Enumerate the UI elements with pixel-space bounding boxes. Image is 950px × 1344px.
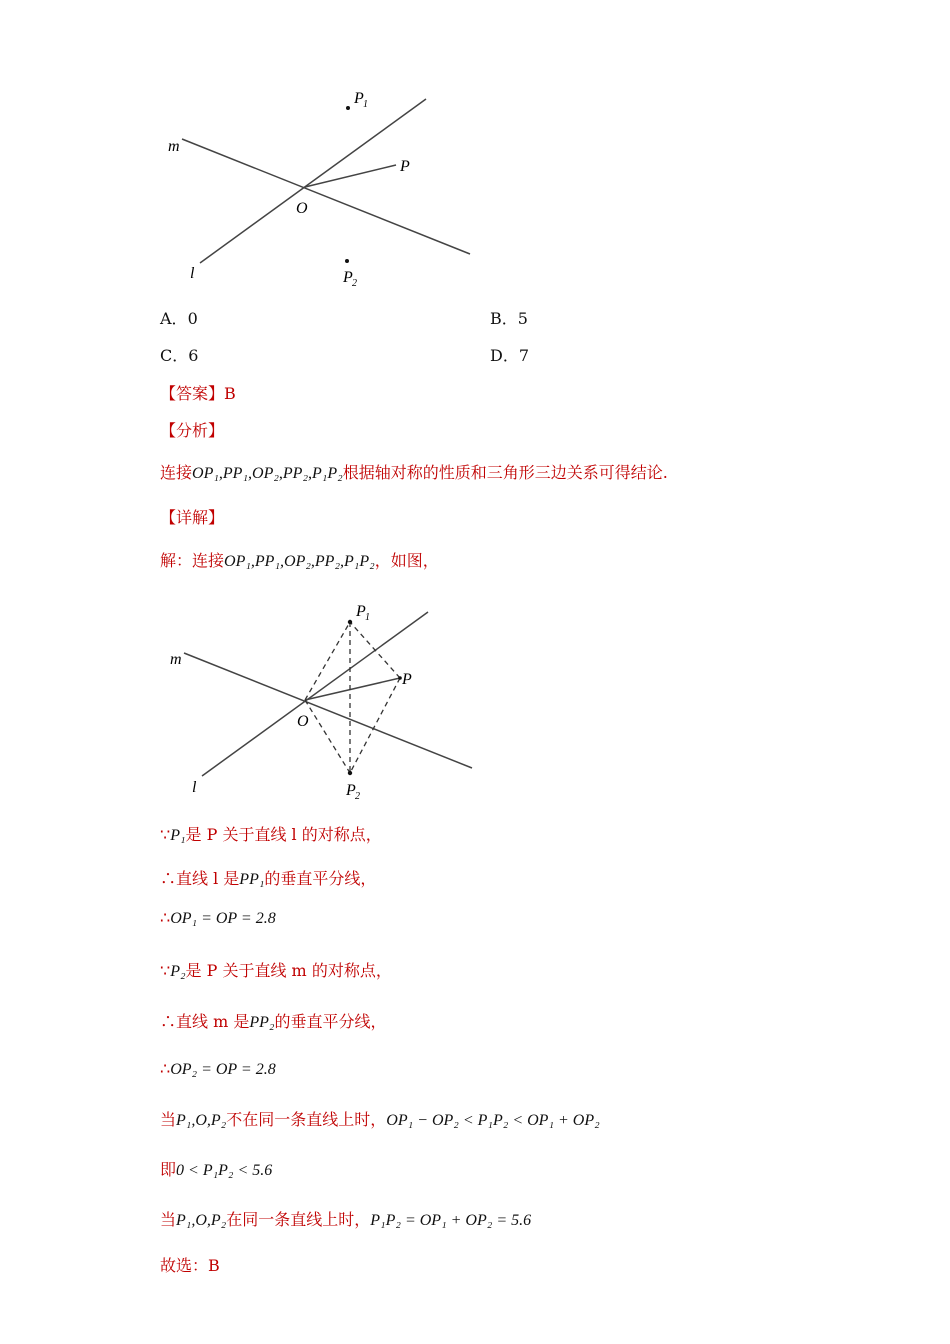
label-m: m	[170, 651, 182, 668]
dashed-op1	[305, 622, 350, 700]
option-c: C．6	[160, 346, 199, 365]
label-o: O	[297, 713, 309, 730]
step-6: ∴OP₂ = OP = 2.8	[160, 1059, 276, 1078]
line-m	[182, 139, 470, 254]
dashed-pp2	[350, 678, 400, 773]
label-p2-sub: 2	[352, 278, 357, 289]
detail-label: 【详解】	[160, 508, 225, 527]
step-1: ∵P₁是 P 关于直线 l 的对称点，	[160, 825, 382, 844]
option-a: A．0	[160, 309, 198, 328]
step-5: ∴直线 m 是PP₂的垂直平分线，	[160, 1012, 387, 1031]
line-l	[202, 612, 428, 776]
detail-intro: 解：连接OP₁,PP₁,OP₂,PP₂,P₁P₂，如图，	[160, 551, 439, 570]
figure-2-svg	[160, 596, 500, 806]
label-l: l	[190, 265, 195, 282]
label-p2-sub: 2	[355, 791, 360, 802]
step-4: ∵P₂是 P 关于直线 m 的对称点，	[160, 961, 392, 980]
conclusion: 故选：B	[160, 1256, 220, 1275]
line-m	[184, 653, 472, 768]
step-9: 当P₁,O,P₂在同一条直线上时，P₁P₂ = OP₁ + OP₂ = 5.6	[160, 1210, 532, 1229]
dashed-pp1	[350, 622, 400, 678]
label-p1: P	[356, 603, 366, 620]
label-l: l	[192, 779, 197, 796]
point-p1	[346, 106, 350, 110]
figure-1	[160, 85, 500, 295]
label-p1-sub: 1	[363, 99, 368, 110]
label-p2: P	[343, 269, 353, 286]
step-2: ∴直线 l 是PP₁的垂直平分线，	[160, 869, 377, 888]
point-p2	[348, 771, 352, 775]
figure-1-svg	[160, 85, 500, 295]
analysis-text: 连接OP₁,PP₁,OP₂,PP₂,P₁P₂根据轴对称的性质和三角形三边关系可得结论.	[160, 463, 668, 482]
step-8: 即0 < P₁P₂ < 5.6	[160, 1160, 273, 1179]
option-b: B．5	[490, 309, 528, 328]
label-p: P	[402, 671, 412, 688]
option-d: D．7	[490, 346, 530, 365]
point-p2	[345, 259, 349, 263]
label-o: O	[296, 200, 308, 217]
label-p: P	[400, 158, 410, 175]
label-m: m	[168, 138, 180, 155]
segment-op	[305, 678, 400, 700]
step-3: ∴OP₁ = OP = 2.8	[160, 908, 276, 927]
point-p1	[348, 620, 352, 624]
answer-line: 【答案】B	[160, 384, 236, 403]
step-7: 当P₁,O,P₂不在同一条直线上时，OP₁ − OP₂ < P₁P₂ < OP₁ + OP₂	[160, 1110, 600, 1129]
label-p1: P	[354, 90, 364, 107]
figure-2	[160, 596, 500, 806]
analysis-label: 【分析】	[160, 421, 225, 440]
label-p2: P	[346, 782, 356, 799]
line-l	[200, 99, 426, 263]
label-p1-sub: 1	[365, 612, 370, 623]
